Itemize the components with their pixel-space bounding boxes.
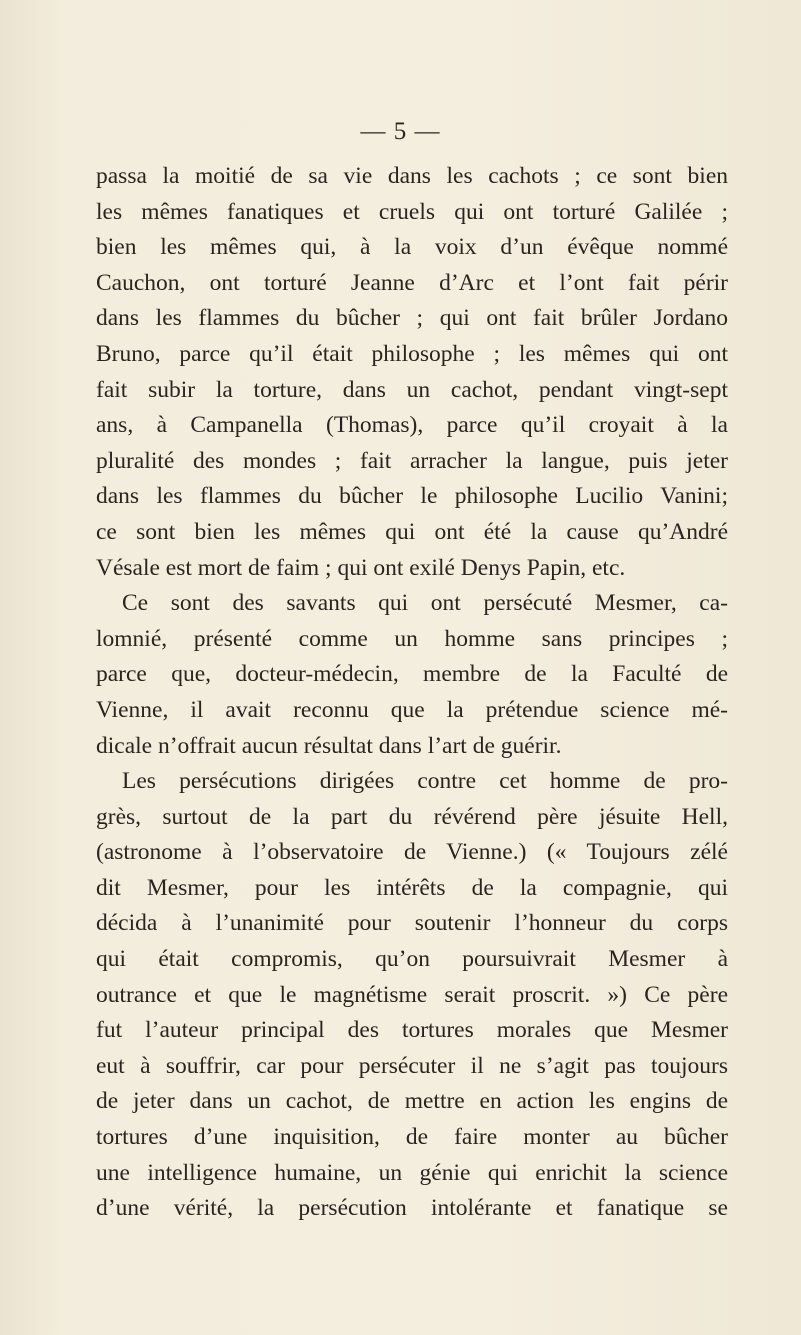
- text-line: dans les flammes du bûcher le philosophe Lucilio Vanini;: [96, 483, 728, 510]
- text-line: Cauchon, ont torturé Jeanne d’Arc et l’ont fait périr: [96, 269, 728, 296]
- text-line: (astronome à l’observatoire de Vienne.) (« Toujours zélé: [96, 839, 728, 866]
- text-line: d’une vérité, la persécution intolérante et fanatique se: [96, 1195, 728, 1222]
- text-line: ce sont bien les mêmes qui ont été la cause qu’André: [96, 518, 728, 545]
- text-line: fait subir la torture, dans un cachot, pendant vingt-sept: [96, 376, 728, 403]
- text-line: tortures d’une inquisition, de faire monter au bûcher: [96, 1124, 728, 1151]
- text-line: lomnié, présenté comme un homme sans principes ;: [96, 625, 728, 652]
- text-line: parce que, docteur-médecin, membre de la Faculté de: [96, 661, 728, 688]
- text-line: dit Mesmer, pour les intérêts de la compagnie, qui: [96, 874, 728, 901]
- text-line: dicale n’offrait aucun résultat dans l’art de guérir.: [96, 732, 562, 759]
- text-line: dans les flammes du bûcher ; qui ont fait brûler Jordano: [96, 305, 728, 332]
- text-line: eut à souffrir, car pour persécuter il ne s’agit pas toujours: [96, 1052, 728, 1079]
- text-line: de jeter dans un cachot, de mettre en action les engins de: [96, 1088, 728, 1115]
- text-line: outrance et que le magnétisme serait proscrit. ») Ce père: [96, 981, 728, 1008]
- text-line: Les persécutions dirigées contre cet homme de pro-: [122, 768, 728, 795]
- text-line: bien les mêmes qui, à la voix d’un évêque nommé: [96, 234, 728, 261]
- text-line: ans, à Campanella (Thomas), parce qu’il croyait à la: [96, 412, 728, 439]
- text-line: décida à l’unanimité pour soutenir l’honneur du corps: [96, 910, 728, 937]
- text-line: qui était compromis, qu’on poursuivrait Mesmer à: [96, 946, 728, 973]
- text-line: une intelligence humaine, un génie qui enrichit la science: [96, 1159, 728, 1186]
- text-line: Ce sont des savants qui ont persécuté Mesmer, ca-: [122, 590, 728, 617]
- text-line: Vienne, il avait reconnu que la prétendue science mé-: [96, 696, 728, 723]
- body-text: [96, 159, 728, 1227]
- text-line: grès, surtout de la part du révérend père jésuite Hell,: [96, 803, 728, 830]
- text-line: pluralité des mondes ; fait arracher la langue, puis jeter: [96, 447, 728, 474]
- text-line: Bruno, parce qu’il était philosophe ; les mêmes qui ont: [96, 340, 728, 367]
- text-line: fut l’auteur principal des tortures morales que Mesmer: [96, 1017, 728, 1044]
- text-line: Vésale est mort de faim ; qui ont exilé Denys Papin, etc.: [96, 554, 626, 581]
- text-line: passa la moitié de sa vie dans les cachots ; ce sont bien: [96, 163, 728, 189]
- text-line: les mêmes fanatiques et cruels qui ont torturé Galilée ;: [96, 198, 728, 225]
- page-number: — 5 —: [360, 118, 441, 145]
